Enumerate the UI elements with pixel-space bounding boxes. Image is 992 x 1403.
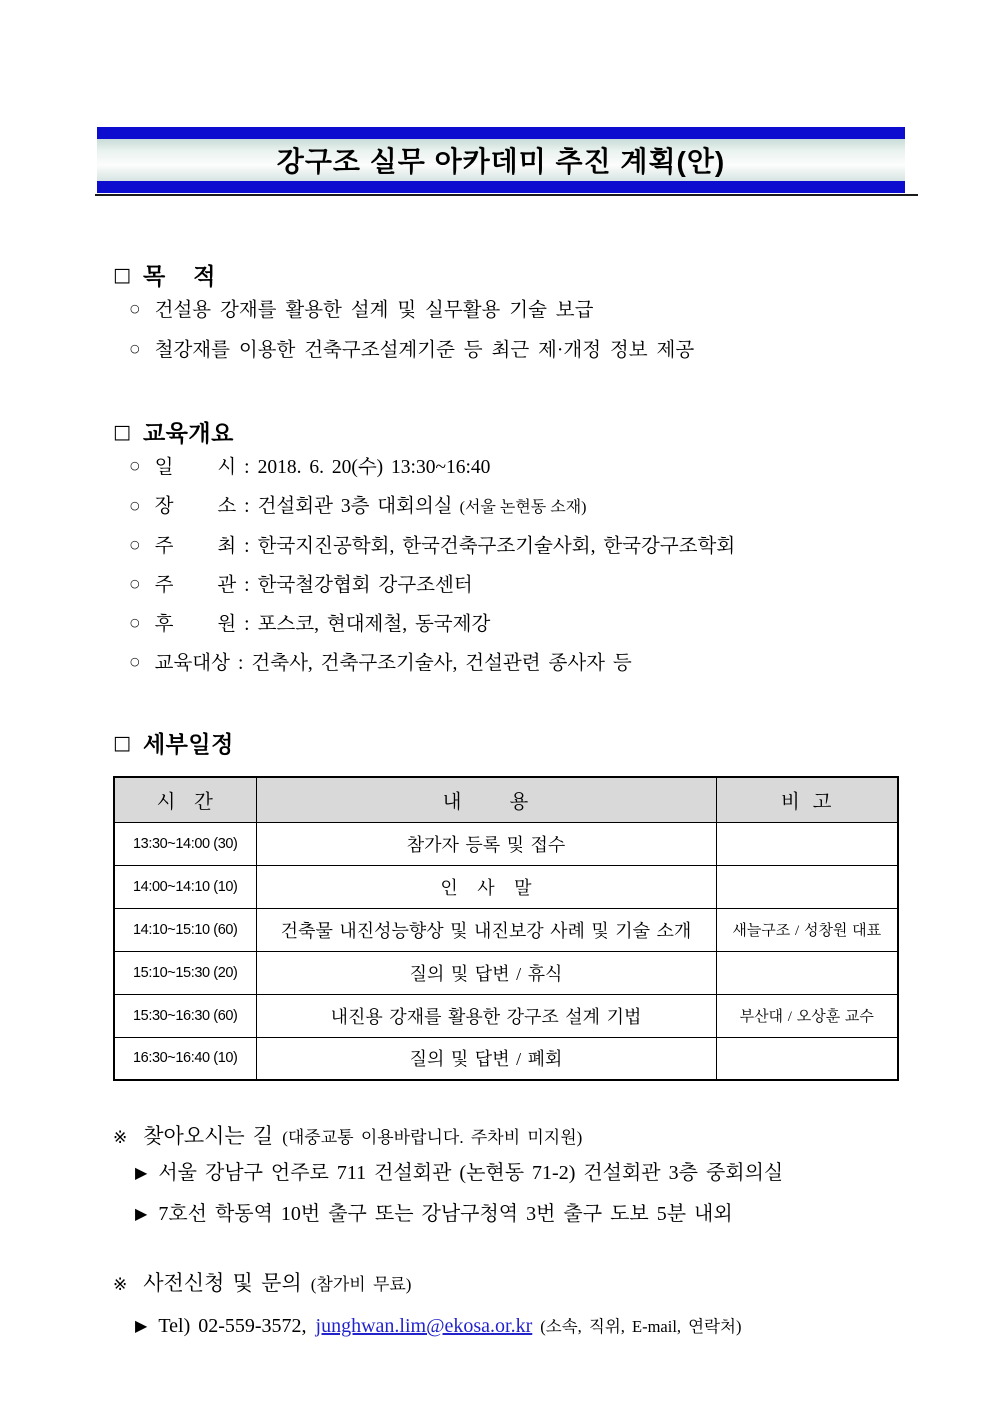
- colon: :: [244, 614, 250, 635]
- overview-row-audience: [113, 644, 902, 683]
- note-cell: 부산대 / 오상훈 교수: [716, 994, 898, 1037]
- note-cell: 새늘구조 / 성창원 대표: [716, 908, 898, 951]
- square-bullet-icon: □: [113, 264, 131, 286]
- contact-line: [135, 1306, 902, 1347]
- colon: :: [244, 496, 250, 517]
- field-note: (서울 논현동 소재): [459, 499, 587, 516]
- field-value: 한국지진공학회, 한국건축구조기술사회, 한국강구조학회: [257, 536, 736, 557]
- time-cell: 14:00~14:10 (10): [114, 865, 256, 908]
- email-link[interactable]: junghwan.lim@ekosa.or.kr: [315, 1315, 533, 1337]
- overview-row-sponsor: [113, 605, 902, 644]
- directions-heading: [113, 1121, 902, 1153]
- content-cell: 질의 및 답변 / 폐회: [256, 1037, 716, 1080]
- section-overview: [113, 415, 902, 683]
- arrow-bullet-icon: ▶: [135, 1204, 148, 1223]
- directions-title-note: (대중교통 이용바랍니다. 주차비 미지원): [282, 1128, 583, 1147]
- note-cell: [716, 1037, 898, 1080]
- field-value: 포스코, 현대제철, 동국제강: [257, 614, 491, 635]
- square-bullet-icon: □: [113, 421, 131, 443]
- field-value: 건축사, 건축구조기술사, 건설관련 종사자 등: [251, 653, 632, 674]
- content-cell: 인 사 말: [256, 865, 716, 908]
- table-row: [114, 994, 898, 1037]
- reference-mark-icon: ※: [113, 1275, 128, 1295]
- colon: :: [244, 536, 250, 557]
- list-item-text: 건설용 강재를 활용한 설계 및 실무활용 기술 보급: [154, 300, 594, 321]
- field-value: 2018. 6. 20(수) 13:30~16:40: [257, 457, 491, 478]
- content-cell: 건축물 내진성능향상 및 내진보강 사례 및 기술 소개: [256, 908, 716, 951]
- banner-underline: [95, 127, 918, 196]
- section-purpose-heading: [113, 258, 902, 291]
- circle-bullet-icon: ○: [130, 302, 140, 315]
- col-header-content: 내 용: [256, 777, 716, 822]
- section-title: 교육개요: [142, 420, 234, 446]
- schedule-table: [113, 776, 899, 1081]
- overview-row-place: [113, 487, 902, 527]
- content-cell: 내진용 강재를 활용한 강구조 설계 기법: [256, 994, 716, 1037]
- table-row: [114, 951, 898, 994]
- contact-note: (소속, 직위, E-mail, 연락처): [540, 1317, 742, 1336]
- field-label: 주 관: [154, 575, 237, 596]
- colon: :: [244, 457, 250, 478]
- field-value: 한국철강협회 강구조센터: [257, 575, 473, 596]
- colon: :: [237, 653, 244, 674]
- table-row: [114, 908, 898, 951]
- section-directions: [113, 1121, 902, 1235]
- directions-item-text: 서울 강남구 언주로 711 건설회관 (논현동 71-2) 건설회관 3층 중회의실: [158, 1162, 784, 1184]
- section-overview-heading: [113, 415, 902, 448]
- application-heading: [113, 1268, 902, 1300]
- section-purpose: [113, 258, 902, 371]
- circle-bullet-icon: ○: [130, 498, 140, 512]
- title-banner: [97, 127, 905, 193]
- arrow-bullet-icon: ▶: [135, 1316, 148, 1335]
- time-cell: 13:30~14:00 (30): [114, 822, 256, 865]
- field-label: 교육대상: [154, 653, 230, 674]
- circle-bullet-icon: ○: [130, 655, 140, 668]
- page-title: 강구조 실무 아카데미 추진 계획(안): [276, 146, 726, 177]
- note-cell: [716, 951, 898, 994]
- application-title-note: (참가비 무료): [310, 1275, 412, 1294]
- list-item: [113, 331, 902, 371]
- field-label: 후 원: [154, 614, 237, 635]
- field-label: 장 소: [154, 496, 237, 517]
- directions-item-text: 7호선 학동역 10번 출구 또는 강남구청역 3번 출구 도보 5분 내외: [158, 1203, 733, 1225]
- field-label: 일 시: [154, 457, 237, 478]
- overview-row-host: [113, 527, 902, 566]
- time-cell: 16:30~16:40 (10): [114, 1037, 256, 1080]
- circle-bullet-icon: ○: [130, 616, 140, 629]
- circle-bullet-icon: ○: [130, 342, 140, 355]
- overview-row-datetime: [113, 448, 902, 487]
- directions-item: [135, 1194, 902, 1235]
- overview-row-organizer: [113, 566, 902, 605]
- section-schedule-heading: [113, 726, 902, 759]
- content-cell: 참가자 등록 및 접수: [256, 822, 716, 865]
- colon: :: [244, 575, 250, 596]
- section-title: 세부일정: [142, 731, 234, 757]
- telephone-number: Tel) 02-559-3572,: [158, 1315, 307, 1337]
- note-cell: [716, 822, 898, 865]
- directions-title: 찾아오시는 길: [143, 1124, 274, 1148]
- field-value: 건설회관 3층 대회의실: [257, 496, 453, 517]
- section-application: [113, 1268, 902, 1347]
- content-cell: 질의 및 답변 / 휴식: [256, 951, 716, 994]
- table-row: [114, 865, 898, 908]
- table-row: [114, 822, 898, 865]
- section-title: 목 적: [142, 263, 216, 289]
- list-item-text: 철강재를 이용한 건축구조설계기준 등 최근 제·개정 정보 제공: [154, 340, 695, 361]
- application-title: 사전신청 및 문의: [143, 1271, 302, 1295]
- time-cell: 15:10~15:30 (20): [114, 951, 256, 994]
- circle-bullet-icon: ○: [130, 459, 140, 472]
- col-header-time: 시 간: [114, 777, 256, 822]
- time-cell: 14:10~15:10 (60): [114, 908, 256, 951]
- directions-item: [135, 1153, 902, 1194]
- arrow-bullet-icon: ▶: [135, 1163, 148, 1182]
- reference-mark-icon: ※: [113, 1128, 128, 1148]
- square-bullet-icon: □: [113, 732, 131, 754]
- note-cell: [716, 865, 898, 908]
- col-header-note: 비 고: [716, 777, 898, 822]
- table-row: [114, 1037, 898, 1080]
- field-label: 주 최: [154, 536, 237, 557]
- time-cell: 15:30~16:30 (60): [114, 994, 256, 1037]
- circle-bullet-icon: ○: [130, 577, 140, 590]
- circle-bullet-icon: ○: [130, 538, 140, 551]
- table-header-row: [114, 777, 898, 822]
- section-schedule: [113, 726, 902, 1081]
- list-item: [113, 291, 902, 331]
